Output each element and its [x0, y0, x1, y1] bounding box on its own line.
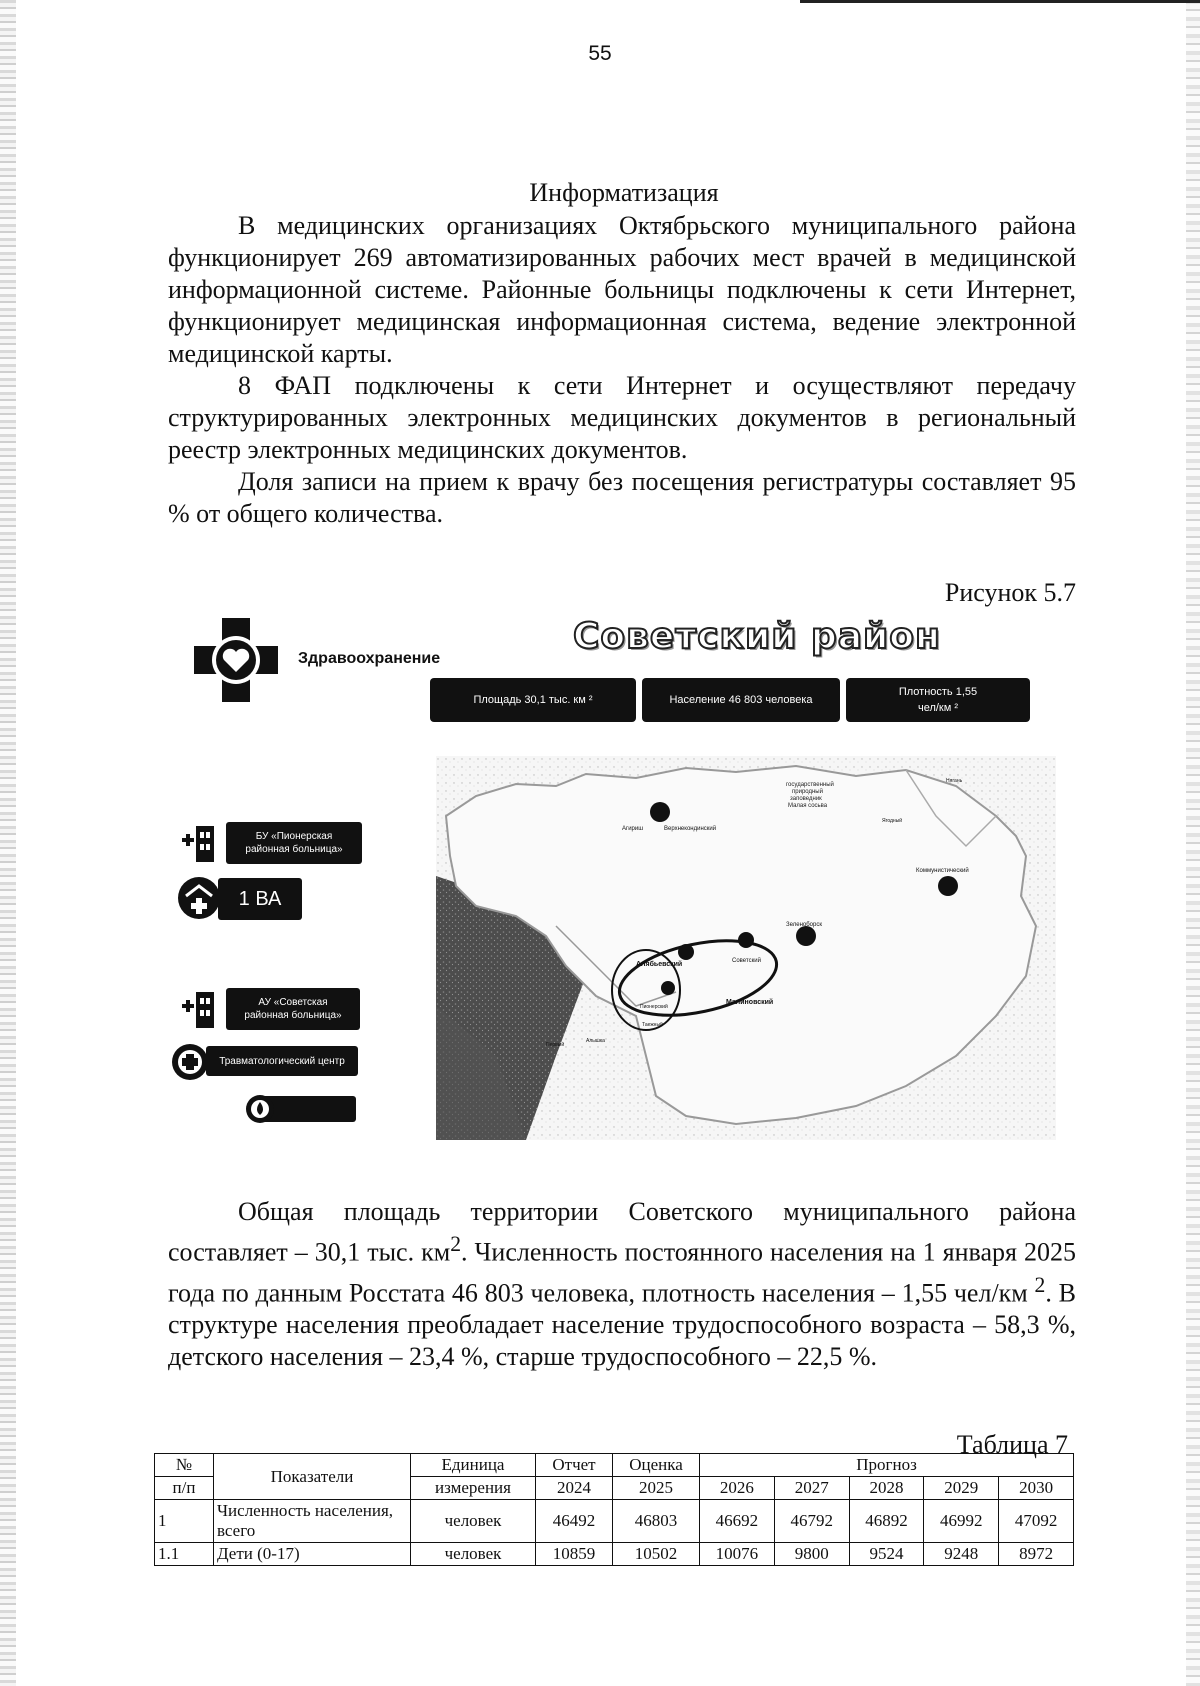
- hospital1-line2: районная больница»: [245, 844, 343, 855]
- stat-density-line2: чел/км ²: [917, 702, 959, 714]
- cell-2030: 47092: [999, 1500, 1074, 1543]
- scan-edge-left: [0, 0, 16, 1686]
- brand-label: Здравоохранение: [298, 650, 441, 667]
- paragraph-district-part2: . Численность постоянного населения на 1 января 2025 года по данным Росстата 46 803 человека, плотность населения – 1,55 чел/км: [168, 1237, 1076, 1308]
- hospital-building-icon-2: [176, 990, 224, 1030]
- table-row: [155, 1543, 1074, 1566]
- va-count-label: 1 ВА: [218, 878, 302, 920]
- paragraph-1: В медицинских организациях Октябрьского муниципального района функционирует 269 автоматизированных рабочих мест врачей в медицинской информационной системе. Районные больницы подключены к сети Интернет, функционирует медицинская информационная система, ведение электронной медицинской карты.: [168, 211, 1076, 368]
- paragraph-district-part3: . В структуре населения преобладает население трудоспособного возраста – 58,3 %, детского населения – 23,4 %, старше трудоспособного – 22,5 %.: [168, 1278, 1077, 1372]
- district-map: [436, 756, 1056, 1140]
- ambulatory-icon: [174, 876, 224, 920]
- stat-area: Площадь 30,1 тыс. км ²: [430, 678, 636, 722]
- th-num-2: п/п: [155, 1477, 214, 1500]
- sup-1: 2: [450, 1232, 462, 1256]
- cell-unit: человек: [411, 1500, 536, 1543]
- map-label-reserve-3: заповедник: [790, 796, 822, 802]
- intro-text: [168, 210, 1076, 530]
- map-label-agirish: Агириш: [622, 826, 644, 832]
- cell-2029: 9248: [924, 1543, 999, 1566]
- th-2029: 2029: [924, 1477, 999, 1500]
- th-2028: 2028: [849, 1477, 924, 1500]
- map-label-taezhny: Таежный: [642, 1022, 663, 1028]
- map-label-nyagan: Нягань: [946, 778, 963, 784]
- th-2024: 2024: [536, 1477, 613, 1500]
- page-number: 55: [588, 42, 612, 65]
- paragraph-district: [168, 1196, 1076, 1373]
- paragraph-district-part1: Общая площадь территории Советского муниципального района составляет – 30,1 тыс. км: [168, 1197, 1076, 1267]
- map-label-verkhnekondinsky: Верхнекондинский: [664, 826, 717, 832]
- th-forecast: Прогноз: [700, 1454, 1074, 1477]
- district-description: [168, 1196, 1076, 1373]
- stat-density-line1: Плотность 1,55: [898, 686, 978, 698]
- fap-pill-icon: [244, 1094, 356, 1124]
- cell-2024: 10859: [536, 1543, 613, 1566]
- map-label-zelenoborsk: Зеленоборск: [786, 922, 822, 928]
- cell-unit: человек: [411, 1543, 536, 1566]
- health-cross-logo-icon: [194, 618, 278, 702]
- table-label: Таблица 7: [956, 1430, 1068, 1459]
- map-label-sovetsky: Советский: [732, 958, 761, 964]
- table-row: [155, 1500, 1074, 1543]
- th-num-1: №: [155, 1454, 214, 1477]
- paragraph-2: 8 ФАП подключены к сети Интернет и осуществляют передачу структурированных электронных медицинских документов в региональный реестр электронных медицинских документов.: [168, 371, 1076, 464]
- stat-density: [846, 678, 1030, 722]
- infographic: [168, 606, 1168, 1166]
- th-unit-1: Единица: [411, 1454, 536, 1477]
- trauma-center-label: Травматологический центр: [206, 1046, 358, 1076]
- population-table: [154, 1453, 1074, 1566]
- cell-2029: 46992: [924, 1500, 999, 1543]
- stat-population: Население 46 803 человека: [642, 678, 840, 722]
- th-unit-2: измерения: [411, 1477, 536, 1500]
- th-estimate: Оценка: [613, 1454, 700, 1477]
- th-2026: 2026: [700, 1477, 775, 1500]
- th-2025: 2025: [613, 1477, 700, 1500]
- cell-num: 1.1: [155, 1543, 214, 1566]
- map-label-pionersky: Пионерский: [640, 1004, 668, 1010]
- hospital-building-icon: [176, 824, 224, 864]
- cell-2025: 46803: [613, 1500, 700, 1543]
- hospital2-line1: АУ «Советская: [258, 997, 328, 1008]
- cell-num: 1: [155, 1500, 214, 1543]
- th-report: Отчет: [536, 1454, 613, 1477]
- th-indicator: Показатели: [214, 1454, 411, 1500]
- hospital1-line1: БУ «Пионерская: [255, 831, 333, 842]
- district-title: Советский район: [573, 616, 941, 657]
- cell-2025: 10502: [613, 1543, 700, 1566]
- cell-2026: 10076: [700, 1543, 775, 1566]
- cell-2024: 46492: [536, 1500, 613, 1543]
- cell-2028: 9524: [849, 1543, 924, 1566]
- map-label-reserve-4: Малая сосьва: [788, 803, 828, 809]
- top-rule: [800, 0, 1200, 3]
- map-label-reserve-2: природный: [792, 789, 823, 795]
- map-label-alyshkaya: Алышка: [586, 1038, 605, 1044]
- map-label-yagodny: Ягодный: [882, 818, 903, 824]
- map-label-malinovsky: Малиновский: [726, 999, 774, 1006]
- th-2030: 2030: [999, 1477, 1074, 1500]
- hospital1-label: [226, 822, 362, 864]
- figure-label: Рисунок 5.7: [944, 578, 1076, 607]
- hospital2-line2: районная больница»: [244, 1010, 342, 1021]
- map-label-kommunistichesky: Коммунистический: [916, 868, 969, 874]
- th-2027: 2027: [774, 1477, 849, 1500]
- cell-2026: 46692: [700, 1500, 775, 1543]
- map-label-pervoye: Первый: [546, 1042, 565, 1048]
- scan-edge-right: [1186, 0, 1200, 1686]
- paragraph-3: Доля записи на прием к врачу без посещения регистратуры составляет 95 % от общего количества.: [168, 467, 1076, 528]
- cell-name: Дети (0-17): [214, 1543, 411, 1566]
- sup-2: 2: [1034, 1272, 1046, 1297]
- hospital2-label: [226, 988, 360, 1030]
- section-heading: Информатизация: [529, 178, 719, 207]
- map-label-alyabyevsky: Алябьевский: [636, 961, 683, 968]
- cell-2030: 8972: [999, 1543, 1074, 1566]
- cell-name: Численность населения, всего: [214, 1500, 411, 1543]
- cell-2027: 46792: [774, 1500, 849, 1543]
- cell-2028: 46892: [849, 1500, 924, 1543]
- cell-2027: 9800: [774, 1543, 849, 1566]
- map-label-reserve-1: государственный: [786, 782, 834, 788]
- table-header-row-1: [155, 1454, 1074, 1477]
